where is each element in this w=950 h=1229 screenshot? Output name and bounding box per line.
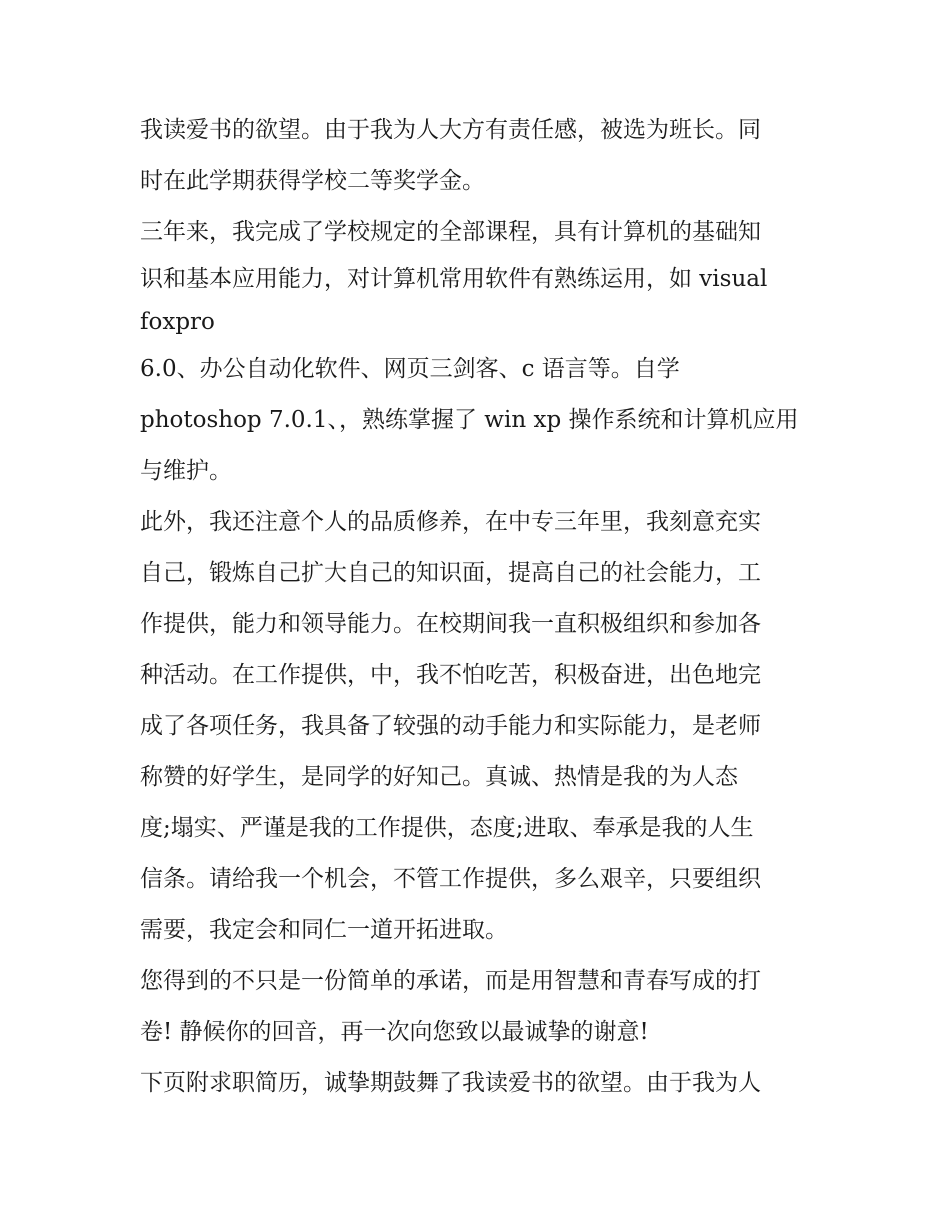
text-line: 与维护。 bbox=[140, 458, 232, 484]
text-line: 此外，我还注意个人的品质修养，在中专三年里，我刻意充实 bbox=[140, 509, 761, 535]
text-line: 时在此学期获得学校二等奖学金。 bbox=[140, 168, 485, 194]
text-line: 您得到的不只是一份简单的承诺，而是用智慧和青春写成的打 bbox=[140, 968, 761, 994]
text-line: 称赞的好学生，是同学的好知己。真诚、热情是我的为人态 bbox=[140, 764, 738, 790]
text-line: 成了各项任务，我具备了较强的动手能力和实际能力，是老师 bbox=[140, 713, 761, 739]
text-line: photoshop 7.0.1、，熟练掌握了 win xp 操作系统和计算机应用 bbox=[140, 407, 799, 433]
text-line: 自己，锻炼自己扩大自己的知识面，提高自己的社会能力，工 bbox=[140, 560, 761, 586]
text-line: 三年来，我完成了学校规定的全部课程，具有计算机的基础知 bbox=[140, 219, 761, 245]
text-line: 信条。请给我一个机会，不管工作提供，多么艰辛，只要组织 bbox=[140, 866, 761, 892]
document-body bbox=[140, 105, 820, 1109]
text-line: 作提供，能力和领导能力。在校期间我一直积极组织和参加各 bbox=[140, 611, 761, 637]
text-line: 我读爱书的欲望。由于我为人大方有责任感，被选为班长。同 bbox=[140, 117, 761, 143]
text-line: 度;塌实、严谨是我的工作提供，态度;进取、奉承是我的人生 bbox=[140, 815, 754, 841]
text-line: 下页附求职简历，诚挚期鼓舞了我读爱书的欲望。由于我为人 bbox=[140, 1070, 761, 1096]
text-line: 卷! 静候你的回音，再一次向您致以最诚挚的谢意! bbox=[140, 1019, 649, 1045]
text-line: 识和基本应用能力，对计算机常用软件有熟练运用，如 visual bbox=[140, 266, 768, 292]
text-line: 6.0、办公自动化软件、网页三剑客、c 语言等。自学 bbox=[140, 356, 680, 382]
text-line: foxpro bbox=[140, 309, 215, 335]
text-line: 种活动。在工作提供，中，我不怕吃苦，积极奋进，出色地完 bbox=[140, 662, 761, 688]
text-line: 需要，我定会和同仁一道开拓进取。 bbox=[140, 917, 508, 943]
